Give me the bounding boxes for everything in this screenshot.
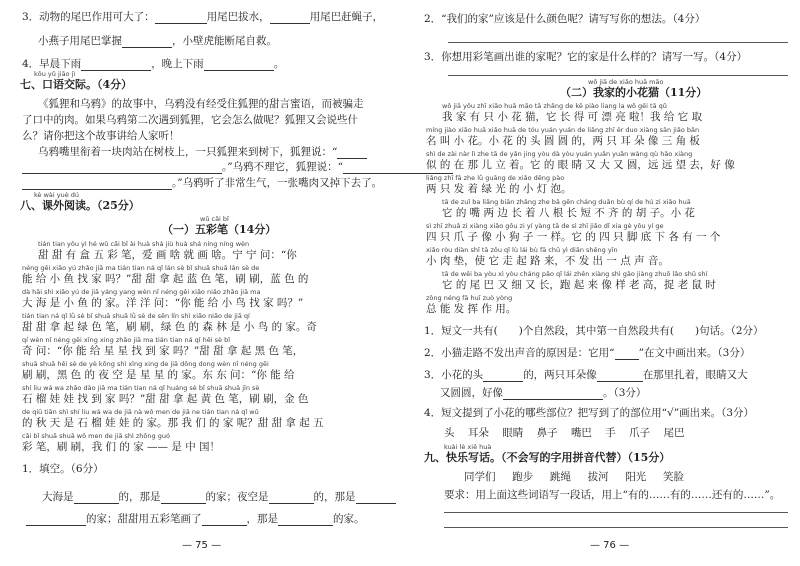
story-line: 能 给 小 鱼 找 家 吗？”甜 甜 拿 起 蓝 色 笔，刷 刷，蓝 色 的 — [22, 273, 309, 285]
option-head[interactable]: 头 — [444, 427, 455, 439]
story-line-pinyin: tā de zuǐ ba liǎng biān zhǎng zhe bā gēn cháng duǎn bù qí de hú zi xiǎo huā — [442, 198, 691, 206]
passage-line: 了口中的肉。如果乌鸦第二次遇到狐狸，它会怎么做呢？狐狸又会说些什 — [22, 114, 358, 126]
story-line-pinyin: tián tian yǒu yì hé wǔ cǎi bǐ ài huà shá jiù huà shá níng níng wèn — [38, 240, 250, 248]
passage-line: 么？请你把这个故事讲给人家听！ — [22, 130, 180, 142]
question-1: 1．短文一共有( )个自然段，其中第一自然段共有( )句话。（2分） — [424, 325, 764, 337]
option-tail[interactable]: 尾巴 — [663, 427, 685, 439]
question-3: 3．你想用彩笔画出谁的家呢？它的家是什么样的？请写一写。（4分） — [424, 51, 748, 63]
story-line: 四 只 爪 子 像 小 狗 子 一 样。它 的 四 只 脚 底 下 各 有 一 个 — [426, 231, 721, 243]
question-2: 2．“我们的家”应该是什么颜色呢？请写写你的想法。（4分） — [424, 13, 706, 25]
story-line: 甜 甜 拿 起 绿 色 笔，刷 刷，绿 色 的 森 林 是 小 鸟 的 家。奇 — [22, 321, 317, 333]
section-8-pinyin: kè wài yuè dú — [34, 191, 80, 199]
story-1-title-pinyin: wǔ cǎi bǐ — [200, 215, 229, 223]
story-line-pinyin: shuā shuā hēi sè de yè kōng shì xīng xing de jiā dōng dong wèn nǐ néng gěi — [22, 360, 269, 368]
story-line-pinyin: tā de wěi ba yòu xì yòu cháng pǎo qǐ lái zhēn xiàng shì gāo jiàng zhuō lǎo shǔ shí — [442, 270, 708, 278]
option-hand[interactable]: 手 — [605, 427, 616, 439]
question-1: 1．填空。（6分） — [22, 463, 104, 475]
story-line: 小 肉 垫，使 它 走 起 路 来，不 发 出 一 点 声 音。 — [426, 255, 669, 267]
option-mouth[interactable]: 嘴巴 — [570, 427, 592, 439]
page-number: — 75 — — [182, 540, 222, 551]
writing-line[interactable] — [444, 512, 788, 513]
section-8-heading: 八、课外阅读。（25分） — [20, 199, 140, 212]
story-1-title: （一）五彩笔（14分） — [162, 223, 277, 236]
question-3: 3．动物的尾巴作用可大了： 用尾巴拔水， 用尾巴赶蝇子， — [22, 11, 384, 23]
word-bank: 同学们 跑步 跳绳 拔河 阳光 笑脸 — [464, 471, 685, 483]
passage-line: 《狐狸和乌鸦》的故事中，乌鸦没有经受住狐狸的甜言蜜语，而被骗走 — [38, 98, 364, 110]
passage-line: 。”乌鸦听了非常生气，一张嘴肉又掉下去了。 — [22, 176, 382, 190]
option-nose[interactable]: 鼻子 — [536, 427, 558, 439]
fill-blank-line: 大海是 的，那是 的家；夜空是 的，那是 — [42, 490, 396, 504]
story-line-pinyin: zǒng néng fā huī zuò yòng — [426, 294, 513, 302]
question-3: 3．小花的头 的，两只耳朵像 在那里扎着，眼睛又大 — [424, 369, 748, 381]
story-line: 似 的 在 那 儿 立 着。它 的 眼 睛 又 大 又 圆，远 远 望 去，好 像 — [426, 159, 735, 171]
fill-blank-line: 的家；甜甜用五彩笔画了 ，那是 的家。 — [26, 512, 365, 526]
story-line-pinyin: sì zhī zhuǎ zi xiàng xiǎo gǒu zi yí yàng tā de sì zhī jiǎo dǐ xia gè yǒu yí ge — [426, 222, 664, 230]
passage-line: 乌鸦嘴里衔着一块肉站在树枝上，一只狐狸来到树下，狐狸说：“ — [38, 145, 367, 159]
story-line: 奇 问：“你 能 给 星 星 找 到 家 吗？”甜 甜 拿 起 黑 色 笔， — [22, 345, 304, 357]
option-claws[interactable]: 爪子 — [629, 427, 651, 439]
story-line: 两 只 发 着 绿 光 的 小 灯 泡。 — [426, 183, 572, 195]
story-line: 石 榴 娃 娃 找 到 家 吗？”甜 甜 拿 起 黄 色 笔，刷 刷，金 色 — [22, 393, 309, 405]
section-7-heading: 七、口语交际。（4分） — [20, 78, 133, 91]
passage-line: 。”乌鸦不理它，狐狸说：“ — [22, 160, 453, 174]
story-line: 甜 甜 有 盒 五 彩 笔，爱 画 啥 就 画 啥。宁 宁 问：“你 — [38, 249, 297, 261]
section-9-pinyin: kuài lè xiě huà — [444, 443, 492, 451]
story-line: 大 海 是 小 鱼 的 家。洋 洋 问：“你 能 给 小 鸟 找 家 吗？” — [22, 297, 304, 309]
story-2-title: （二）我家的小花猫（11分） — [560, 86, 708, 99]
story-line-pinyin: wǒ jiā yǒu zhī xiǎo huā māo tā zhǎng de kě piào liang la wǒ gěi tā qǔ — [442, 102, 667, 110]
story-line-pinyin: cǎi bǐ shuā shuā wǒ men de jiā shì zhōng guó — [22, 432, 170, 440]
option-eyes[interactable]: 眼睛 — [502, 427, 524, 439]
body-parts-options — [444, 426, 685, 440]
option-ears[interactable]: 耳朵 — [467, 427, 489, 439]
story-line: 我 家 有 只 小 花 猫，它 长 得 可 漂 亮 啦！我 给 它 取 — [442, 111, 703, 123]
story-line-pinyin: néng gěi xiǎo yú zhǎo jiā ma tián tian ná qǐ lán sè bǐ shuā shuā lán sè de — [22, 264, 260, 272]
story-line-pinyin: de qiū tiān shì shí liu wá wa de jiā nà wǒ men de jiā ne tián tian ná qǐ wǔ — [22, 408, 259, 416]
right-page — [420, 0, 800, 566]
writing-line[interactable] — [444, 527, 788, 528]
question-3-line2: 小燕子用尾巴掌握 ，小壁虎能断尾自救。 — [38, 35, 277, 47]
story-line-pinyin: tián tian ná qǐ lǜ sè bǐ shuā shuā lǜ sè de sēn lín shì xiǎo niǎo de jiā qí — [22, 312, 250, 320]
story-line: 它 的 尾 巴 又 细 又 长，跑 起 来 像 样 老 高，捉 老 鼠 时 — [442, 279, 716, 291]
story-line: 刷 刷，黑 色 的 夜 空 是 星 星 的 家。东 东 问：“你 能 给 — [22, 369, 295, 381]
answer-line — [448, 42, 788, 43]
section-7-pinyin: kǒu yǔ jiāo jì — [34, 70, 76, 78]
story-line-pinyin: shí liu wá wa zhǎo dào jiā ma tián tian ná qǐ huáng sè bǐ shuā shuā jīn sè — [22, 384, 260, 392]
writing-requirement: 要求：用上面这些词语写一段话，用上“有的……有的……还有的……”。 — [444, 489, 781, 501]
question-4: 4．短文提到了小花的哪些部位？把写到了的部位用“√”画出来。（3分） — [424, 407, 755, 419]
story-line-pinyin: dà hǎi shì xiǎo yú de jiā yáng yang wèn nǐ néng gěi xiǎo niǎo zhǎo jiā ma — [22, 288, 261, 296]
story-line-pinyin: xiǎo ròu diàn shǐ tā zǒu qǐ lù lái bù fā chū yì diǎn shēng yīn — [426, 246, 618, 254]
story-line: 彩 笔，刷 刷，我 们 的 家 —— 是 中 国！ — [22, 441, 221, 453]
story-line-pinyin: míng jiào xiǎo huā xiǎo huā de tóu yuán yuán de liǎng zhī ěr duo xiàng sān jiǎo bǎn — [426, 126, 700, 134]
story-line: 名 叫 小 花。小 花 的 头 圆 圆 的，两 只 耳 朵 像 三 角 板 — [426, 135, 700, 147]
story-line: 的 秋 天 是 石 榴 娃 娃 的 家。那 我 们 的 家 呢？甜 甜 拿 起 五 — [22, 417, 324, 429]
question-3-line2: 又圆圆，好像 。（3分） — [440, 387, 647, 399]
story-line-pinyin: qí wèn nǐ néng gěi xīng xing zhǎo jiā ma tián tian ná qǐ hēi sè bǐ — [22, 336, 231, 344]
story-line-pinyin: shì de zài nàr lì zhe tā de yǎn jing yòu dà yòu yuán yuǎn yuǎn wàng qù hǎo xiàng — [426, 150, 693, 158]
story-line: 总 能 发 挥 作 用。 — [426, 303, 517, 315]
story-line: 它 的 嘴 两 边 长 着 八 根 长 短 不 齐 的 胡 子。小 花 — [442, 207, 695, 219]
left-page — [12, 0, 392, 566]
question-2: 2．小猫走路不发出声音的原因是：它用“ ”在文中画出来。（3分） — [424, 347, 751, 359]
question-4: 4．早晨下雨 ，晚上下雨 。 — [22, 58, 285, 70]
page-number: — 76 — — [590, 540, 630, 551]
story-2-title-pinyin: wǒ jiā de xiǎo huā māo — [588, 78, 664, 86]
story-line-pinyin: liǎng zhī fā zhe lǜ guāng de xiǎo dēng pào — [426, 174, 565, 182]
answer-line — [448, 75, 788, 76]
section-9-heading: 九、快乐写话。（不会写的字用拼音代替）（15分） — [424, 451, 671, 464]
